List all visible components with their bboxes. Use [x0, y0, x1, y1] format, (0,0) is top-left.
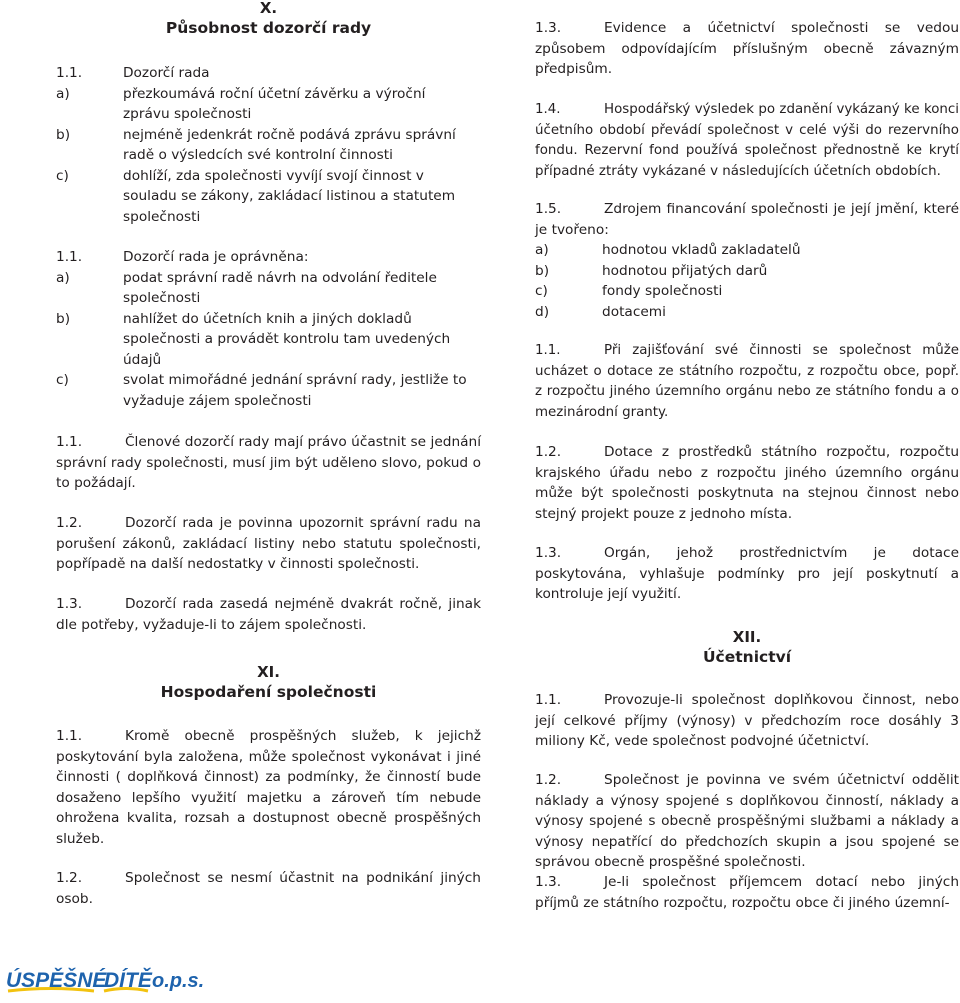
- clause-xi-1-2-b: [535, 442, 959, 524]
- clause-xii-1-3: [535, 872, 959, 913]
- clause-number: 1.2.: [535, 772, 562, 788]
- item-label: d): [535, 303, 550, 320]
- clause-paragraph: [56, 513, 481, 575]
- clause-text: Kromě obecně prospěšných služeb, k jejichž poskytování byla založena, může společnost vykonávat i jiné činnosti ( doplňková činnost) za podmínky, že činností bude dosaženo lepšího využití majetku a zároveň tím nebude ohrožena kvalita, rozsah a dostupnost obecně prospěšných služeb.: [56, 728, 481, 847]
- clause-xi-1-2: [56, 868, 481, 909]
- item-label: c): [56, 372, 69, 388]
- clause-text: Při zajišťování své činnosti se společnost může ucházet o dotace ze státního rozpočtu, z rozpočtu obce, popř. z rozpočtu jiného územního orgánu nebo ze státního fondu a o mezinárodní granty.: [535, 343, 959, 420]
- clause-paragraph: [535, 100, 959, 182]
- item-text: dohlíží, zda společnosti vyvíjí svojí činnost v souladu se zákony, zakládací listinou a statutem společnosti: [123, 167, 456, 225]
- clause-xi-1-5: [535, 199, 959, 322]
- item-label: a): [56, 269, 70, 286]
- clause-xi-1-1: [56, 726, 481, 849]
- item-label: a): [56, 85, 70, 102]
- logo-word-2: DÍTĚ: [104, 969, 152, 992]
- list-item: [56, 370, 481, 411]
- company-logo: [6, 963, 206, 993]
- clause-x-1-1-b: [56, 247, 481, 411]
- section-title: Působnost dozorčí rady: [165, 19, 372, 37]
- clause-paragraph: [56, 594, 481, 635]
- list-item: [56, 309, 481, 371]
- item-text: nahlížet do účetních knih a jiných dokladů společnosti a provádět kontrolu tam uvedených údajů: [123, 310, 451, 368]
- section-title: Účetnictví: [702, 648, 792, 666]
- clause-number: 1.1.: [56, 65, 83, 81]
- clause-number: 1.2.: [535, 444, 562, 460]
- item-text: hodnotou vkladů zakladatelů: [602, 242, 801, 258]
- clause-number: 1.3.: [535, 545, 562, 561]
- section-number: X.: [259, 0, 278, 17]
- clause-items: [535, 240, 959, 322]
- clause-paragraph: [535, 341, 959, 423]
- clause-paragraph: [535, 199, 959, 240]
- clause-text: Provozuje-li společnost doplňkovou činnost, nebo její celkové příjmy (výnosy) v předchozím roce dosáhly 3 miliony Kč, vede společnost podvojné účetnictví.: [535, 692, 959, 749]
- clause-number: 1.2.: [56, 515, 83, 531]
- item-text: svolat mimořádné jednání správní rady, jestliže to vyžaduje zájem společnosti: [123, 372, 467, 409]
- clause-number: 1.1.: [535, 343, 561, 358]
- section-x-heading: [56, 0, 481, 38]
- clause-items: [56, 84, 481, 228]
- list-item: [56, 268, 481, 309]
- clause-xi-1-3: [535, 18, 959, 80]
- clause-lead-text: Zdrojem financování společnosti je její jmění, které je tvořeno:: [535, 201, 959, 238]
- clause-xi-1-4: [535, 100, 959, 182]
- clause-paragraph: [535, 872, 959, 913]
- item-text: hodnotou přijatých darů: [602, 262, 768, 279]
- item-text: dotacemi: [602, 303, 666, 320]
- list-item: [535, 281, 959, 302]
- item-label: b): [56, 310, 71, 327]
- clause-paragraph: [535, 690, 959, 752]
- item-label: b): [535, 262, 550, 279]
- clause-lead-text: Dozorčí rada: [123, 65, 210, 81]
- clause-paragraph: [56, 868, 481, 909]
- clause-lead: [56, 247, 481, 268]
- clause-text: Orgán, jehož prostřednictvím je dotace poskytována, vyhlašuje podmínky pro její poskytnutí a kontroluje její využití.: [535, 545, 959, 602]
- clause-text: Členové dozorčí rady mají právo účastnit se jednání správní rady společnosti, musí jim být uděleno slovo, pokud o to požádají.: [56, 434, 481, 491]
- list-item: [56, 125, 481, 166]
- clause-text: Společnost je povinna ve svém účetnictví oddělit náklady a výnosy spojené s doplňkovou činností, náklady a výnosy spojené s obecně prospěšnými službami a náklady a výnosy nepatřící do předchozích skupin a jsou spojené se správou obecně prospěšné společnosti.: [535, 772, 959, 870]
- clause-items: [56, 268, 481, 412]
- section-number: XII.: [732, 628, 762, 646]
- clause-text: Společnost se nesmí účastnit na podnikání jiných osob.: [56, 870, 481, 907]
- clause-number: 1.3.: [535, 874, 562, 890]
- item-text: nejméně jedenkrát ročně podává zprávu správní radě o výsledcích své kontrolní činnosti: [123, 126, 456, 163]
- clause-xi-1-3-b: [535, 543, 959, 605]
- list-item: [535, 240, 959, 261]
- section-title: Hospodaření společnosti: [160, 683, 377, 701]
- clause-paragraph: [535, 442, 959, 524]
- section-number: XI.: [257, 663, 280, 681]
- clause-number: 1.1.: [56, 249, 83, 265]
- clause-number: 1.1.: [535, 692, 562, 708]
- item-text: přezkoumává roční účetní závěrku a výroční zprávu společnosti: [123, 85, 426, 122]
- item-label: c): [56, 167, 69, 184]
- logo-word-3: o.p.s.: [152, 970, 205, 992]
- clause-text: Evidence a účetnictví společnosti se vedou způsobem odpovídajícím příslušným obecně závazným předpisům.: [535, 20, 959, 77]
- clause-text: Dozorčí rada zasedá nejméně dvakrát ročně, jinak dle potřeby, vyžaduje-li to zájem společnosti.: [56, 596, 481, 633]
- clause-paragraph: [56, 432, 481, 494]
- clause-lead-text: Dozorčí rada je oprávněna:: [123, 249, 309, 265]
- list-item: [535, 302, 959, 323]
- clause-xii-1-1: [535, 690, 959, 752]
- clause-text: Dozorčí rada je povinna upozornit správní radu na porušení zákonů, zakládací listiny nebo statutu společnosti, popřípadě na další nedostatky v činnosti společnosti.: [56, 515, 481, 572]
- clause-x-1-1: [56, 63, 481, 227]
- clause-paragraph: [535, 543, 959, 605]
- clause-text: Je-li společnost příjemcem dotací nebo jiných příjmů ze státního rozpočtu, rozpočtu obce či jiného územní-: [535, 874, 959, 911]
- clause-lead: [56, 63, 481, 84]
- clause-paragraph: [535, 18, 959, 80]
- clause-x-1-1-c: [56, 432, 481, 494]
- item-label: c): [535, 283, 548, 299]
- item-label: a): [535, 242, 549, 258]
- clause-paragraph: [535, 770, 959, 873]
- clause-number: 1.5.: [535, 201, 562, 217]
- clause-number: 1.1.: [56, 728, 83, 744]
- clause-number: 1.4.: [535, 102, 561, 117]
- clause-xi-1-1-b: [535, 341, 959, 423]
- list-item: [56, 166, 481, 228]
- clause-text: Hospodářský výsledek po zdanění vykázaný ke konci účetního období převádí společnost v celé výši do rezervního fondu. Rezervní fond používá společnost přednostně ke krytí případné ztráty vykázané v následujících účetních obdobích.: [535, 102, 959, 179]
- item-text: fondy společnosti: [602, 283, 723, 299]
- logo-word-1: ÚSPĚŠNÉ: [6, 969, 107, 992]
- item-label: b): [56, 126, 71, 143]
- clause-paragraph: [56, 726, 481, 849]
- clause-number: 1.3.: [56, 596, 83, 612]
- clause-x-1-3: [56, 594, 481, 635]
- clause-number: 1.1.: [56, 434, 83, 450]
- clause-number: 1.3.: [535, 20, 562, 36]
- clause-xii-1-2: [535, 770, 959, 873]
- item-text: podat správní radě návrh na odvolání ředitele společnosti: [123, 269, 437, 306]
- list-item: [56, 84, 481, 125]
- section-xii-heading: [535, 627, 959, 667]
- clause-number: 1.2.: [56, 870, 83, 886]
- clause-text: Dotace z prostředků státního rozpočtu, rozpočtu krajského úřadu nebo z rozpočtu jiného územního orgánu může být společnosti poskytnuta na stejnou činnost nebo stejný projekt pouze z jednoho místa.: [535, 444, 959, 522]
- clause-x-1-2: [56, 513, 481, 575]
- section-xi-heading: [56, 662, 481, 702]
- list-item: [535, 261, 959, 282]
